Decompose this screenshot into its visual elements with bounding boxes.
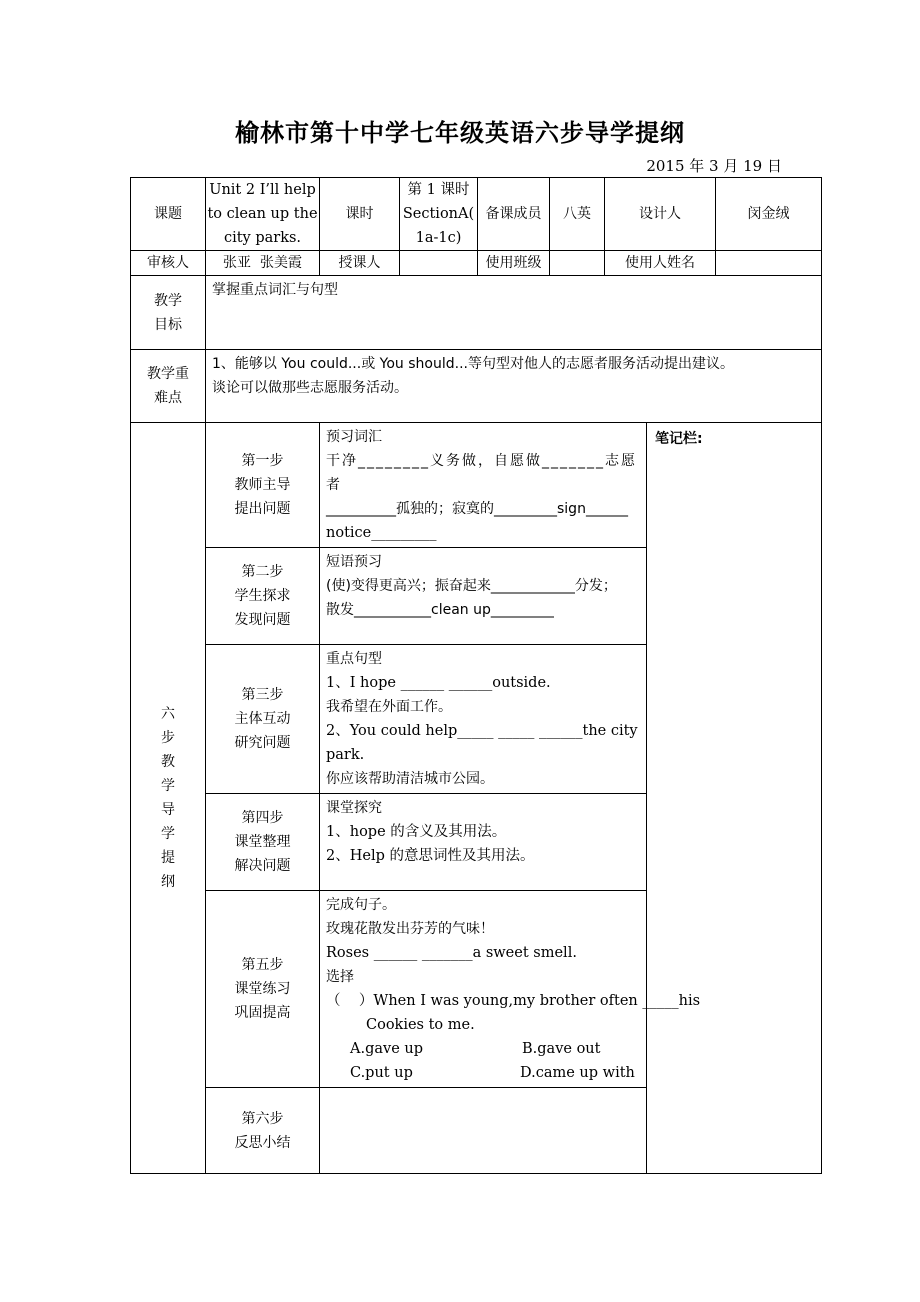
step-content: 短语预习 (使)变得更高兴；振奋起来____________分发； 散发___________clean up_________: [320, 548, 647, 645]
user-value: [716, 251, 822, 276]
header-row-1: [131, 178, 822, 251]
header-row-2: [131, 251, 822, 276]
period-label: 课时: [320, 178, 400, 251]
topic-value: Unit 2 I’ll help to clean up the city parks.: [206, 178, 320, 251]
step-name: 第六步 反思小结: [206, 1088, 320, 1174]
option-d: D.came up with: [520, 1065, 635, 1081]
options-row: [326, 1061, 640, 1085]
class-value: [550, 251, 605, 276]
class-label: 使用班级: [478, 251, 550, 276]
goals-label: 教学 目标: [131, 276, 206, 350]
period-value: 第 1 课时 SectionA( 1a-1c): [400, 178, 478, 251]
option-a: A.gave up: [350, 1041, 424, 1057]
step-row: [131, 423, 822, 548]
step-content: 重点句型 1、I hope ______ ______outside. 我希望在外面工作。 2、You could help_____ _____ ______the city park. 你应该帮助清洁城市公园。: [320, 645, 647, 794]
step-name: 第三步 主体互动 研究问题: [206, 645, 320, 794]
step-name: 第四步 课堂整理 解决问题: [206, 794, 320, 891]
notes-column: [647, 423, 822, 1174]
option-c: C.put up: [350, 1065, 413, 1081]
key-points-label: 教学重 难点: [131, 350, 206, 423]
step-content: 预习词汇 干净________义务做，自愿做_______志愿者 __________孤独的；寂寞的_________sign______ notice_________: [320, 423, 647, 548]
step-content: 课堂探究 1、hope 的含义及其用法。 2、Help 的意思词性及其用法。: [320, 794, 647, 891]
step-content: 完成句子。 玫瑰花散发出芬芳的气味！ Roses ______ _______a sweet smell. 选择 （ ）When I was young,my brother often _____his Cookies to me. A.gave up B.gave out C.put up D.came up with: [320, 891, 647, 1088]
teacher-label: 授课人: [320, 251, 400, 276]
options-row: [326, 1037, 640, 1061]
option-b: B.gave out: [522, 1041, 601, 1057]
user-label: 使用人姓名: [605, 251, 716, 276]
designer-label: 设计人: [605, 178, 716, 251]
topic-label: 课题: [131, 178, 206, 251]
date: 2015 年 3 月 19 日: [646, 157, 782, 175]
reviewer-value: 张亚 张美霞: [206, 251, 320, 276]
designer-value: 闵金绒: [716, 178, 822, 251]
step-content: [320, 1088, 647, 1174]
step-name: 第五步 课堂练习 巩固提高: [206, 891, 320, 1088]
team-value: 八英: [550, 178, 605, 251]
goals-row: [131, 276, 822, 350]
step-name: 第二步 学生探求 发现问题: [206, 548, 320, 645]
notes-label: 笔记栏:: [655, 431, 703, 447]
step-name: 第一步 教师主导 提出问题: [206, 423, 320, 548]
teacher-value: [400, 251, 478, 276]
goals-text: 掌握重点词汇与句型: [206, 276, 822, 350]
key-points-row: [131, 350, 822, 423]
team-label: 备课成员: [478, 178, 550, 251]
lesson-plan-table: [130, 177, 822, 1174]
key-points-text: 1、能够以 You could...或 You should...等句型对他人的志愿者服务活动提出建议。 谈论可以做那些志愿服务活动。: [206, 350, 822, 423]
page-title: 榆林市第十中学七年级英语六步导学提纲: [235, 119, 685, 147]
six-steps-label: 六 步 教 学 导 学 提 纲: [131, 423, 206, 1174]
reviewer-label: 审核人: [131, 251, 206, 276]
